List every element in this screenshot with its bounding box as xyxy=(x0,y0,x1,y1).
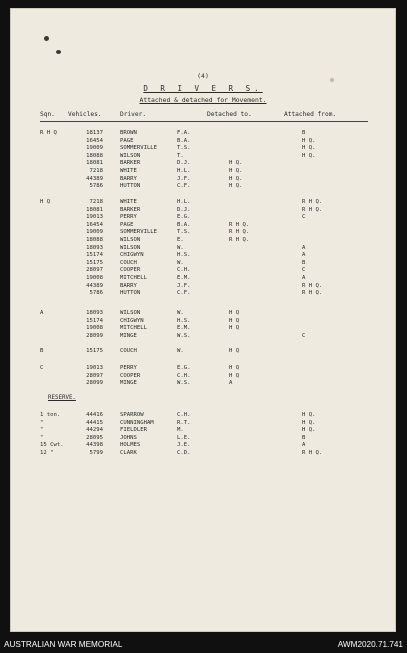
row-sqn: R H Q xyxy=(40,130,57,136)
row-driver-initials: W. xyxy=(177,259,184,266)
row-attached-from: R H Q. xyxy=(302,450,323,456)
row-driver-initials: D.J. xyxy=(177,160,191,167)
header-rule xyxy=(40,121,368,122)
table-row xyxy=(10,267,396,274)
table-row xyxy=(10,442,396,449)
row-attached-from: A xyxy=(302,275,306,281)
row-sqn: C xyxy=(40,365,44,371)
row-driver-name: BARKER xyxy=(120,206,141,213)
row-attached-from: R H Q. xyxy=(302,199,323,205)
row-driver-initials: C.F. xyxy=(177,183,191,190)
row-vehicle-number: 19013 xyxy=(86,214,103,221)
row-vehicle-number: 28097 xyxy=(86,372,103,379)
row-driver-name: PERRY xyxy=(120,214,137,221)
row-attached-from: C xyxy=(302,214,306,221)
row-vehicle-number: 5786 xyxy=(89,183,103,190)
table-row xyxy=(10,310,396,317)
row-driver-initials: C.D. xyxy=(177,450,191,456)
row-detached-to: H Q xyxy=(229,348,240,354)
row-driver-initials: L.E. xyxy=(177,434,191,441)
row-vehicle-number: 44416 xyxy=(86,412,103,418)
row-detached-to: R H Q. xyxy=(229,221,250,228)
row-attached-from: H Q. xyxy=(302,427,316,434)
row-attached-from: A xyxy=(302,442,306,449)
row-driver-name: SOMMERVILLE xyxy=(120,145,158,152)
row-vehicle-number: 18093 xyxy=(86,244,103,251)
row-vehicle-number: 7218 xyxy=(89,199,103,205)
row-detached-to: H Q. xyxy=(229,175,243,182)
row-detached-to: H Q xyxy=(229,372,240,379)
row-driver-initials: W.S. xyxy=(177,332,191,339)
row-driver-initials: E. xyxy=(177,237,184,243)
header-vehicles: Vehicles. xyxy=(68,111,102,118)
table-row xyxy=(10,420,396,427)
row-attached-from: B xyxy=(302,434,306,441)
row-vehicle-number: 19013 xyxy=(86,365,103,371)
row-vehicle-number: 18088 xyxy=(86,152,103,159)
row-vehicle-number: 28099 xyxy=(86,332,103,339)
table-row xyxy=(10,427,396,434)
table-row xyxy=(10,412,396,419)
row-vehicle-number: 19008 xyxy=(86,275,103,281)
row-driver-initials: W. xyxy=(177,310,184,316)
table-row xyxy=(10,214,396,221)
row-detached-to: H Q. xyxy=(229,183,243,190)
row-detached-to: H Q xyxy=(229,317,240,324)
row-vehicle-number: 18137 xyxy=(86,130,103,136)
row-vehicle-number: 16454 xyxy=(86,221,103,228)
row-driver-name: PAGE xyxy=(120,137,134,144)
row-driver-initials: H.S. xyxy=(177,252,191,259)
row-vehicle-number: 18081 xyxy=(86,206,103,213)
document-sheet xyxy=(10,8,396,632)
table-row xyxy=(10,380,396,387)
row-detached-to: H Q xyxy=(229,325,240,332)
row-driver-name: JOHNS xyxy=(120,434,137,441)
table-row xyxy=(10,333,396,340)
row-driver-initials: E.G. xyxy=(177,365,191,371)
row-driver-name: PAGE xyxy=(120,221,134,228)
row-driver-name: MITCHELL xyxy=(120,275,147,281)
row-vehicle-number: 44415 xyxy=(86,419,103,426)
row-vehicle-number: 5786 xyxy=(89,290,103,297)
row-driver-name: BARRY xyxy=(120,175,137,182)
row-driver-name: HOLMES xyxy=(120,442,141,449)
row-vehicle-number: 15175 xyxy=(86,348,103,354)
page-number: (4) xyxy=(197,72,209,80)
row-driver-name: COOPER xyxy=(120,372,141,379)
row-vehicle-number: 18088 xyxy=(86,237,103,243)
row-vehicle-number: 18081 xyxy=(86,160,103,167)
row-driver-name: MITCHELL xyxy=(120,325,147,332)
punch-hole-mark xyxy=(44,36,49,41)
row-attached-from: R H Q. xyxy=(302,206,323,213)
row-vehicle-number: 16454 xyxy=(86,137,103,144)
row-detached-to: R H Q. xyxy=(229,237,250,243)
row-driver-initials: H.L. xyxy=(177,199,191,205)
row-driver-initials: W. xyxy=(177,348,184,354)
table-row xyxy=(10,450,396,457)
row-attached-from: H Q. xyxy=(302,137,316,144)
row-attached-from: H Q. xyxy=(302,152,316,159)
row-driver-name: SPARROW xyxy=(120,412,144,418)
row-sqn: 15 Cwt. xyxy=(40,442,64,449)
row-vehicle-number: 19009 xyxy=(86,229,103,236)
row-driver-initials: C.F. xyxy=(177,290,191,297)
row-vehicle-number: 15174 xyxy=(86,252,103,259)
row-sqn: 1 ton. xyxy=(40,412,61,418)
table-row xyxy=(10,153,396,160)
table-row xyxy=(10,176,396,183)
row-attached-from: R H Q. xyxy=(302,290,323,297)
table-row xyxy=(10,207,396,214)
row-sqn: H Q xyxy=(40,199,51,205)
row-driver-name: SOMMERVILLE xyxy=(120,229,158,236)
table-row xyxy=(10,348,396,355)
row-driver-name: WILSON xyxy=(120,237,141,243)
row-driver-name: HUTTON xyxy=(120,183,141,190)
table-row xyxy=(10,138,396,145)
row-attached-from: A xyxy=(302,252,306,259)
row-detached-to: H Q. xyxy=(229,160,243,167)
table-row xyxy=(10,245,396,252)
row-driver-name: HUTTON xyxy=(120,290,141,297)
row-driver-name: CHIGWYN xyxy=(120,317,144,324)
row-attached-from: B xyxy=(302,130,306,136)
header-detached-to: Detached to. xyxy=(207,111,252,118)
row-driver-initials: T.S. xyxy=(177,229,191,236)
table-row xyxy=(10,183,396,190)
table-row xyxy=(10,318,396,325)
document-title: D R I V E R S. xyxy=(143,84,263,93)
row-vehicle-number: 19008 xyxy=(86,325,103,332)
table-row xyxy=(10,275,396,282)
row-attached-from: B xyxy=(302,259,306,266)
row-sqn: " xyxy=(40,427,44,434)
row-driver-name: BROWN xyxy=(120,130,137,136)
row-driver-initials: W. xyxy=(177,244,184,251)
row-driver-initials: C.H. xyxy=(177,412,191,418)
row-driver-initials: H.L. xyxy=(177,168,191,174)
row-sqn: A xyxy=(40,310,44,316)
row-driver-name: MINGE xyxy=(120,332,137,339)
row-driver-initials: C.H. xyxy=(177,372,191,379)
row-vehicle-number: 19009 xyxy=(86,145,103,152)
row-driver-name: CHIGWYN xyxy=(120,252,144,259)
row-attached-from: H Q. xyxy=(302,412,316,418)
row-detached-to: H Q xyxy=(229,365,240,371)
row-driver-initials: R.T. xyxy=(177,419,191,426)
row-driver-initials: H.S. xyxy=(177,317,191,324)
row-vehicle-number: 28097 xyxy=(86,267,103,274)
footer-right: AWM2020.71.741 xyxy=(337,640,403,649)
row-detached-to: H Q. xyxy=(229,168,243,174)
row-driver-name: WILSON xyxy=(120,152,141,159)
table-row xyxy=(10,145,396,152)
header-attached-from: Attached from. xyxy=(284,111,337,118)
row-driver-name: COOPER xyxy=(120,267,141,274)
row-attached-from: H Q. xyxy=(302,145,316,152)
table-row xyxy=(10,252,396,259)
table-row xyxy=(10,283,396,290)
row-driver-initials: C.H. xyxy=(177,267,191,274)
table-row xyxy=(10,229,396,236)
row-vehicle-number: 44398 xyxy=(86,442,103,449)
punch-hole-mark xyxy=(56,50,61,54)
row-vehicle-number: 5799 xyxy=(89,450,103,456)
row-vehicle-number: 44389 xyxy=(86,175,103,182)
row-driver-name: CUNNINGHAM xyxy=(120,419,154,426)
row-sqn: B xyxy=(40,348,44,354)
row-driver-name: CLARK xyxy=(120,450,137,456)
table-row xyxy=(10,160,396,167)
row-detached-to: A xyxy=(229,380,233,387)
row-driver-initials: B.A. xyxy=(177,137,191,144)
row-attached-from: C xyxy=(302,332,306,339)
row-vehicle-number: 28095 xyxy=(86,434,103,441)
row-driver-name: WILSON xyxy=(120,244,141,251)
table-header xyxy=(10,111,396,121)
row-vehicle-number: 44294 xyxy=(86,427,103,434)
row-vehicle-number: 44389 xyxy=(86,282,103,289)
row-vehicle-number: 15175 xyxy=(86,259,103,266)
row-driver-initials: J.F. xyxy=(177,175,191,182)
header-driver: Driver. xyxy=(120,111,147,118)
row-driver-initials: J.F. xyxy=(177,282,191,289)
row-driver-name: WHITE xyxy=(120,199,137,205)
row-driver-name: BARKER xyxy=(120,160,141,167)
row-vehicle-number: 15174 xyxy=(86,317,103,324)
table-row xyxy=(10,168,396,175)
row-driver-initials: J.E. xyxy=(177,442,191,449)
row-driver-initials: W.S. xyxy=(177,380,191,387)
row-attached-from: H Q. xyxy=(302,419,316,426)
table-row xyxy=(10,237,396,244)
row-sqn: 12 " xyxy=(40,450,54,456)
table-row xyxy=(10,373,396,380)
row-driver-name: WHITE xyxy=(120,168,137,174)
row-driver-initials: F.A. xyxy=(177,130,191,136)
table-row xyxy=(10,260,396,267)
row-driver-name: FIELDLER xyxy=(120,427,147,434)
row-driver-name: COUCH xyxy=(120,259,137,266)
table-row xyxy=(10,130,396,137)
row-detached-to: R H Q. xyxy=(229,229,250,236)
row-sqn: " xyxy=(40,419,44,426)
row-vehicle-number: 7218 xyxy=(89,168,103,174)
table-row xyxy=(10,325,396,332)
document-subtitle: Attached & detached for Movement. xyxy=(139,96,267,104)
row-driver-name: WILSON xyxy=(120,310,141,316)
row-driver-initials: E.M. xyxy=(177,325,191,332)
row-attached-from: A xyxy=(302,244,306,251)
row-driver-initials: E.G. xyxy=(177,214,191,221)
row-driver-initials: M. xyxy=(177,427,184,434)
row-driver-initials: B.A. xyxy=(177,221,191,228)
row-driver-initials: E.M. xyxy=(177,275,191,281)
row-attached-from: C xyxy=(302,267,306,274)
row-detached-to: H Q xyxy=(229,310,240,316)
row-driver-initials: T.S. xyxy=(177,145,191,152)
table-row xyxy=(10,222,396,229)
table-row xyxy=(10,199,396,206)
row-vehicle-number: 28099 xyxy=(86,380,103,387)
row-driver-initials: D.J. xyxy=(177,206,191,213)
header-sqn: Sqn. xyxy=(40,111,55,118)
row-vehicle-number: 18093 xyxy=(86,310,103,316)
table-row xyxy=(10,290,396,297)
row-driver-initials: T. xyxy=(177,152,184,159)
reserve-heading: RESERVE. xyxy=(48,395,76,401)
row-driver-name: COUCH xyxy=(120,348,137,354)
row-driver-name: PERRY xyxy=(120,365,137,371)
row-driver-name: BARRY xyxy=(120,282,137,289)
table-row xyxy=(10,365,396,372)
row-attached-from: R H Q. xyxy=(302,282,323,289)
table-row xyxy=(10,435,396,442)
row-sqn: " xyxy=(40,434,44,441)
row-driver-name: MINGE xyxy=(120,380,137,387)
footer-left: AUSTRALIAN WAR MEMORIAL xyxy=(4,640,123,649)
